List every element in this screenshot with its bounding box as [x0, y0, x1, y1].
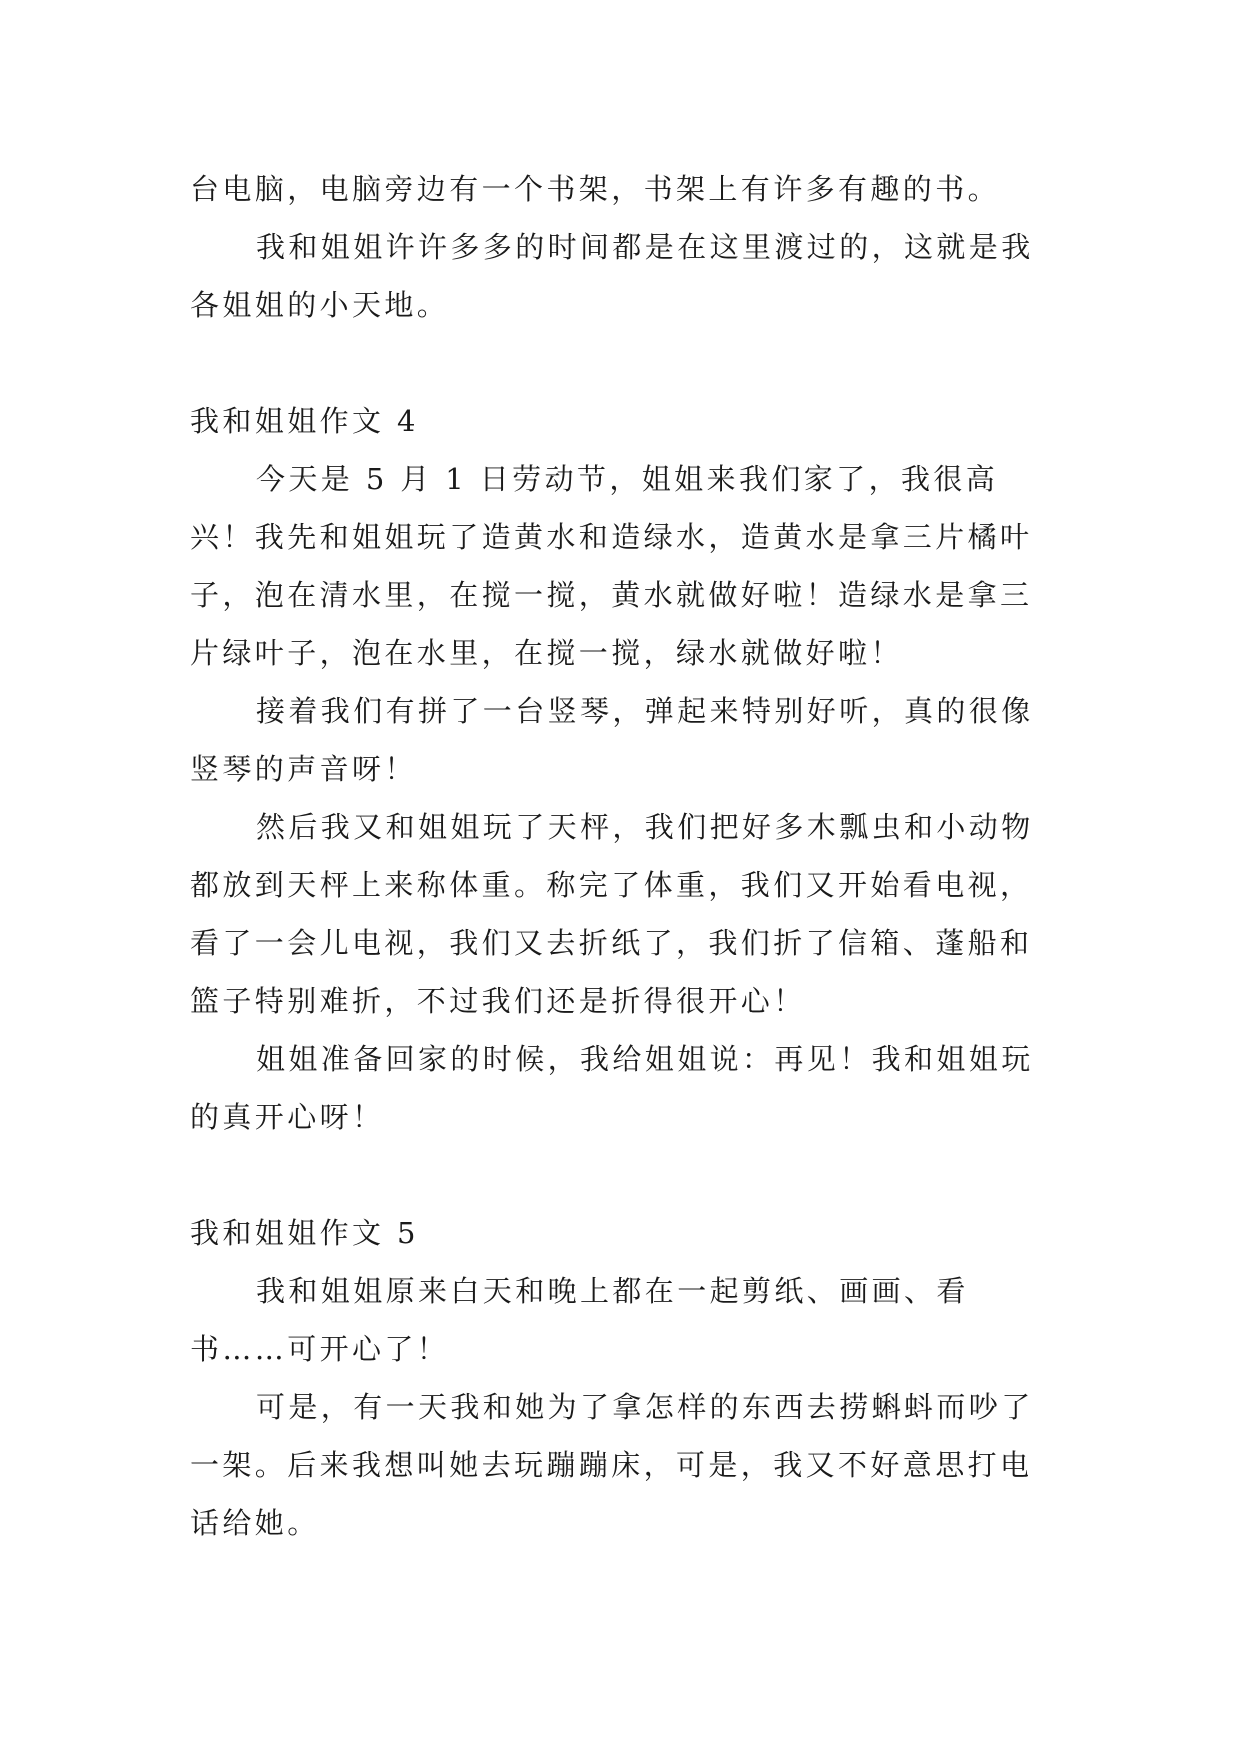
section-heading: 我和姐姐作文 5 — [190, 1216, 419, 1250]
paragraph: 今天是 5 月 1 日劳动节，姐姐来我们家了，我很高兴！我先和姐姐玩了造黄水和造绿水，造黄水是拿三片橘叶子，泡在清水里，在搅一搅，黄水就做好啦！造绿水是拿三片绿叶子，泡在水里，在搅一搅，绿水就做好啦！ — [190, 462, 1033, 670]
paragraph: 姐姐准备回家的时候，我给姐姐说：再见！我和姐姐玩的真开心呀！ — [190, 1042, 1034, 1134]
section-heading: 我和姐姐作文 4 — [190, 404, 419, 438]
paragraph: 台电脑，电脑旁边有一个书架，书架上有许多有趣的书。 — [190, 172, 1001, 206]
paragraph: 接着我们有拼了一台竖琴，弹起来特别好听，真的很像竖琴的声音呀！ — [190, 694, 1034, 786]
paragraph: 然后我又和姐姐玩了天枰，我们把好多木瓢虫和小动物都放到天枰上来称体重。称完了体重，我们又开始看电视，看了一会儿电视，我们又去折纸了，我们折了信箱、蓬船和篮子特别难折，不过我们还是折得很开心！ — [190, 810, 1034, 1018]
document-body — [190, 160, 1055, 1552]
paragraph: 我和姐姐原来白天和晚上都在一起剪纸、画画、看书……可开心了！ — [190, 1274, 969, 1366]
paragraph: 可是，有一天我和她为了拿怎样的东西去捞蝌蚪而吵了一架。后来我想叫她去玩蹦蹦床，可是，我又不好意思打电话给她。 — [190, 1390, 1034, 1540]
paragraph: 我和姐姐许许多多的时间都是在这里渡过的，这就是我各姐姐的小天地。 — [190, 230, 1034, 322]
